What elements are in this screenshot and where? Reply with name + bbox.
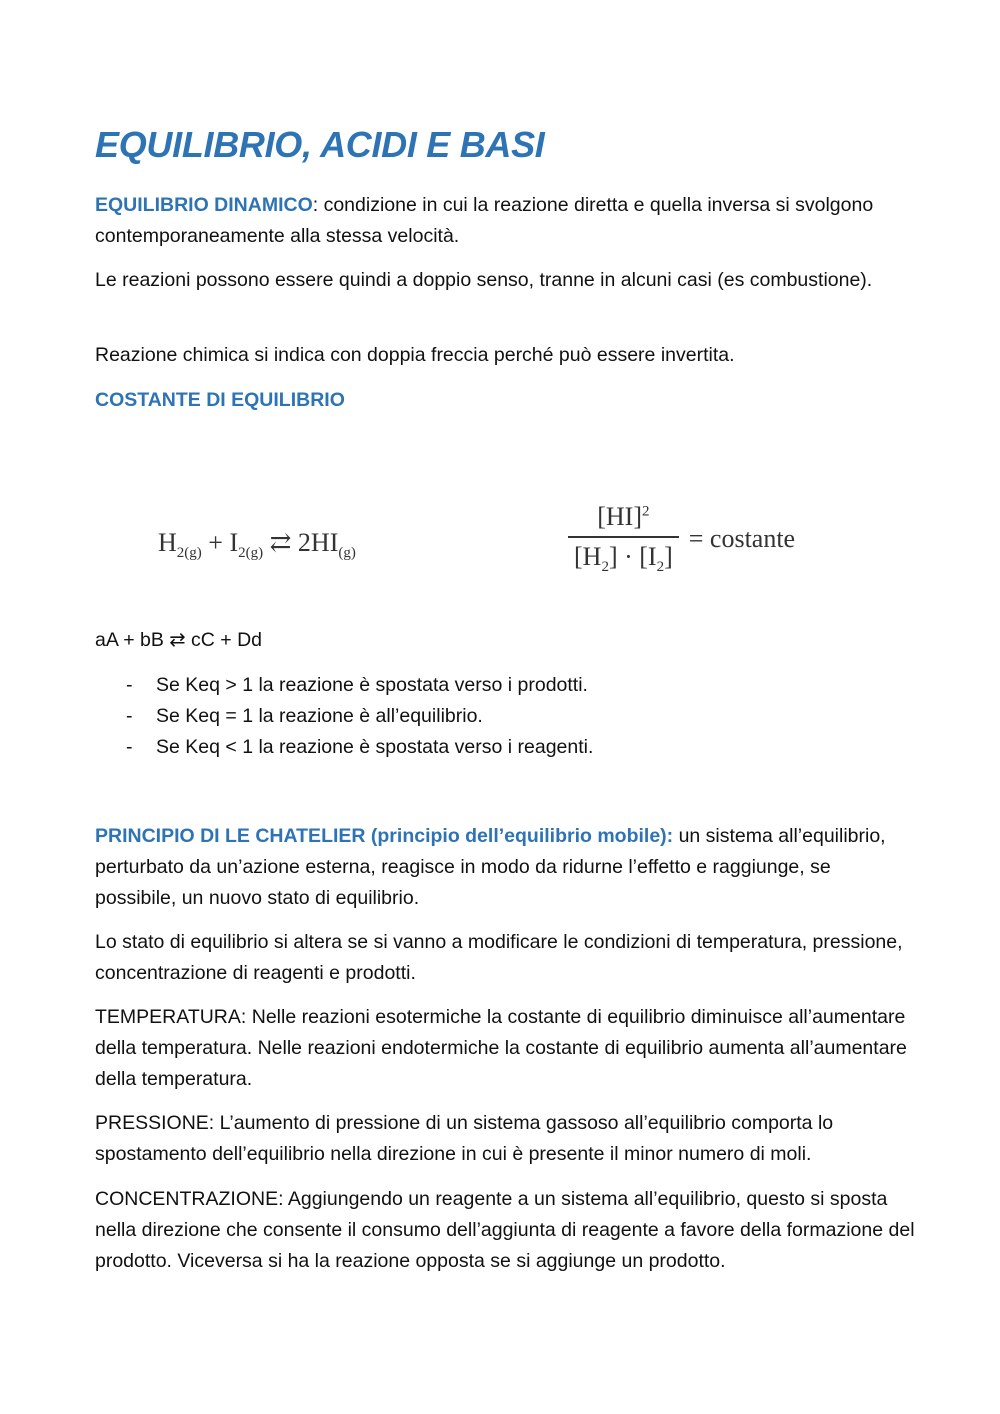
paragraph-doppio-senso: Le reazioni possono essere quindi a doppio senso, tranne in alcuni casi (es combustione). (95, 269, 873, 291)
keq-bullet-list (95, 670, 915, 763)
paragraph-le-chatelier (95, 821, 915, 914)
paragraph-doppia-freccia: Reazione chimica si indica con doppia freccia perché può essere invertita. (95, 344, 735, 366)
heading-costante-di-equilibrio: COSTANTE DI EQUILIBRIO (95, 389, 345, 411)
page-title: EQUILIBRIO, ACIDI E BASI (95, 124, 545, 165)
equilibrium-constant-expression (568, 502, 795, 576)
equals-costante: = costante (688, 524, 796, 554)
paragraph-concentrazione: CONCENTRAZIONE: Aggiungendo un reagente a un sistema all’equilibrio, questo si sposta nella direzione che consente il consumo dell’aggiunta di reagente a favore della formazione del prodotto. Viceversa si ha la reazione opposta se si aggiunge un prodotto. (95, 1188, 915, 1272)
paragraph-temperatura: TEMPERATURA: Nelle reazioni esotermiche la costante di equilibrio diminuisce all’aumentare della temperatura. Nelle reazioni endotermiche la costante di equilibrio aumenta all’aumentare della temperatura. (95, 1006, 907, 1090)
text-equilibrio-dinamico: : condizione in cui la reazione diretta e quella inversa si svolgono contemporaneamente alla stessa velocità. (95, 194, 874, 247)
list-item: - Se Keq = 1 la reazione è all’equilibrio. (126, 705, 483, 727)
heading-equilibrio-dinamico: EQUILIBRIO DINAMICO (95, 194, 313, 216)
paragraph-pressione: PRESSIONE: L’aumento di pressione di un sistema gassoso all’equilibrio comporta lo spostamento dell’equilibrio nella direzione in cui è presente il minor numero di moli. (95, 1112, 834, 1165)
reaction-equation: $H_{2(g)} + I_{2(g)}$ ⇄ $2HI_{(g)}$ (158, 528, 356, 562)
fraction-numerator: [HI]$^2$ (568, 502, 679, 538)
paragraph-stato-equilibrio: Lo stato di equilibrio si altera se si vanno a modificare le condizioni di temperatura, pressione, concentrazione di reagenti e prodotti. (95, 931, 903, 984)
text-le-chatelier: un sistema all’equilibrio, perturbato da un’azione esterna, reagisce in modo da ridurne l’effetto e raggiunge, se possibile, un nuovo stato di equilibrio. (95, 825, 886, 909)
fraction-denominator: $[H_2] \cdot [I_2]$ (574, 542, 673, 576)
paragraph-equilibrio-dinamico (95, 190, 915, 252)
list-item: - Se Keq < 1 la reazione è spostata verso i reagenti. (126, 736, 594, 758)
heading-le-chatelier: PRINCIPIO DI LE CHATELIER (principio dell’equilibrio mobile): (95, 825, 674, 847)
constant-fraction (568, 502, 679, 576)
general-equation: aA + bB ⇄ cC + Dd (95, 629, 263, 651)
list-item: - Se Keq > 1 la reazione è spostata verso i prodotti. (126, 674, 588, 696)
